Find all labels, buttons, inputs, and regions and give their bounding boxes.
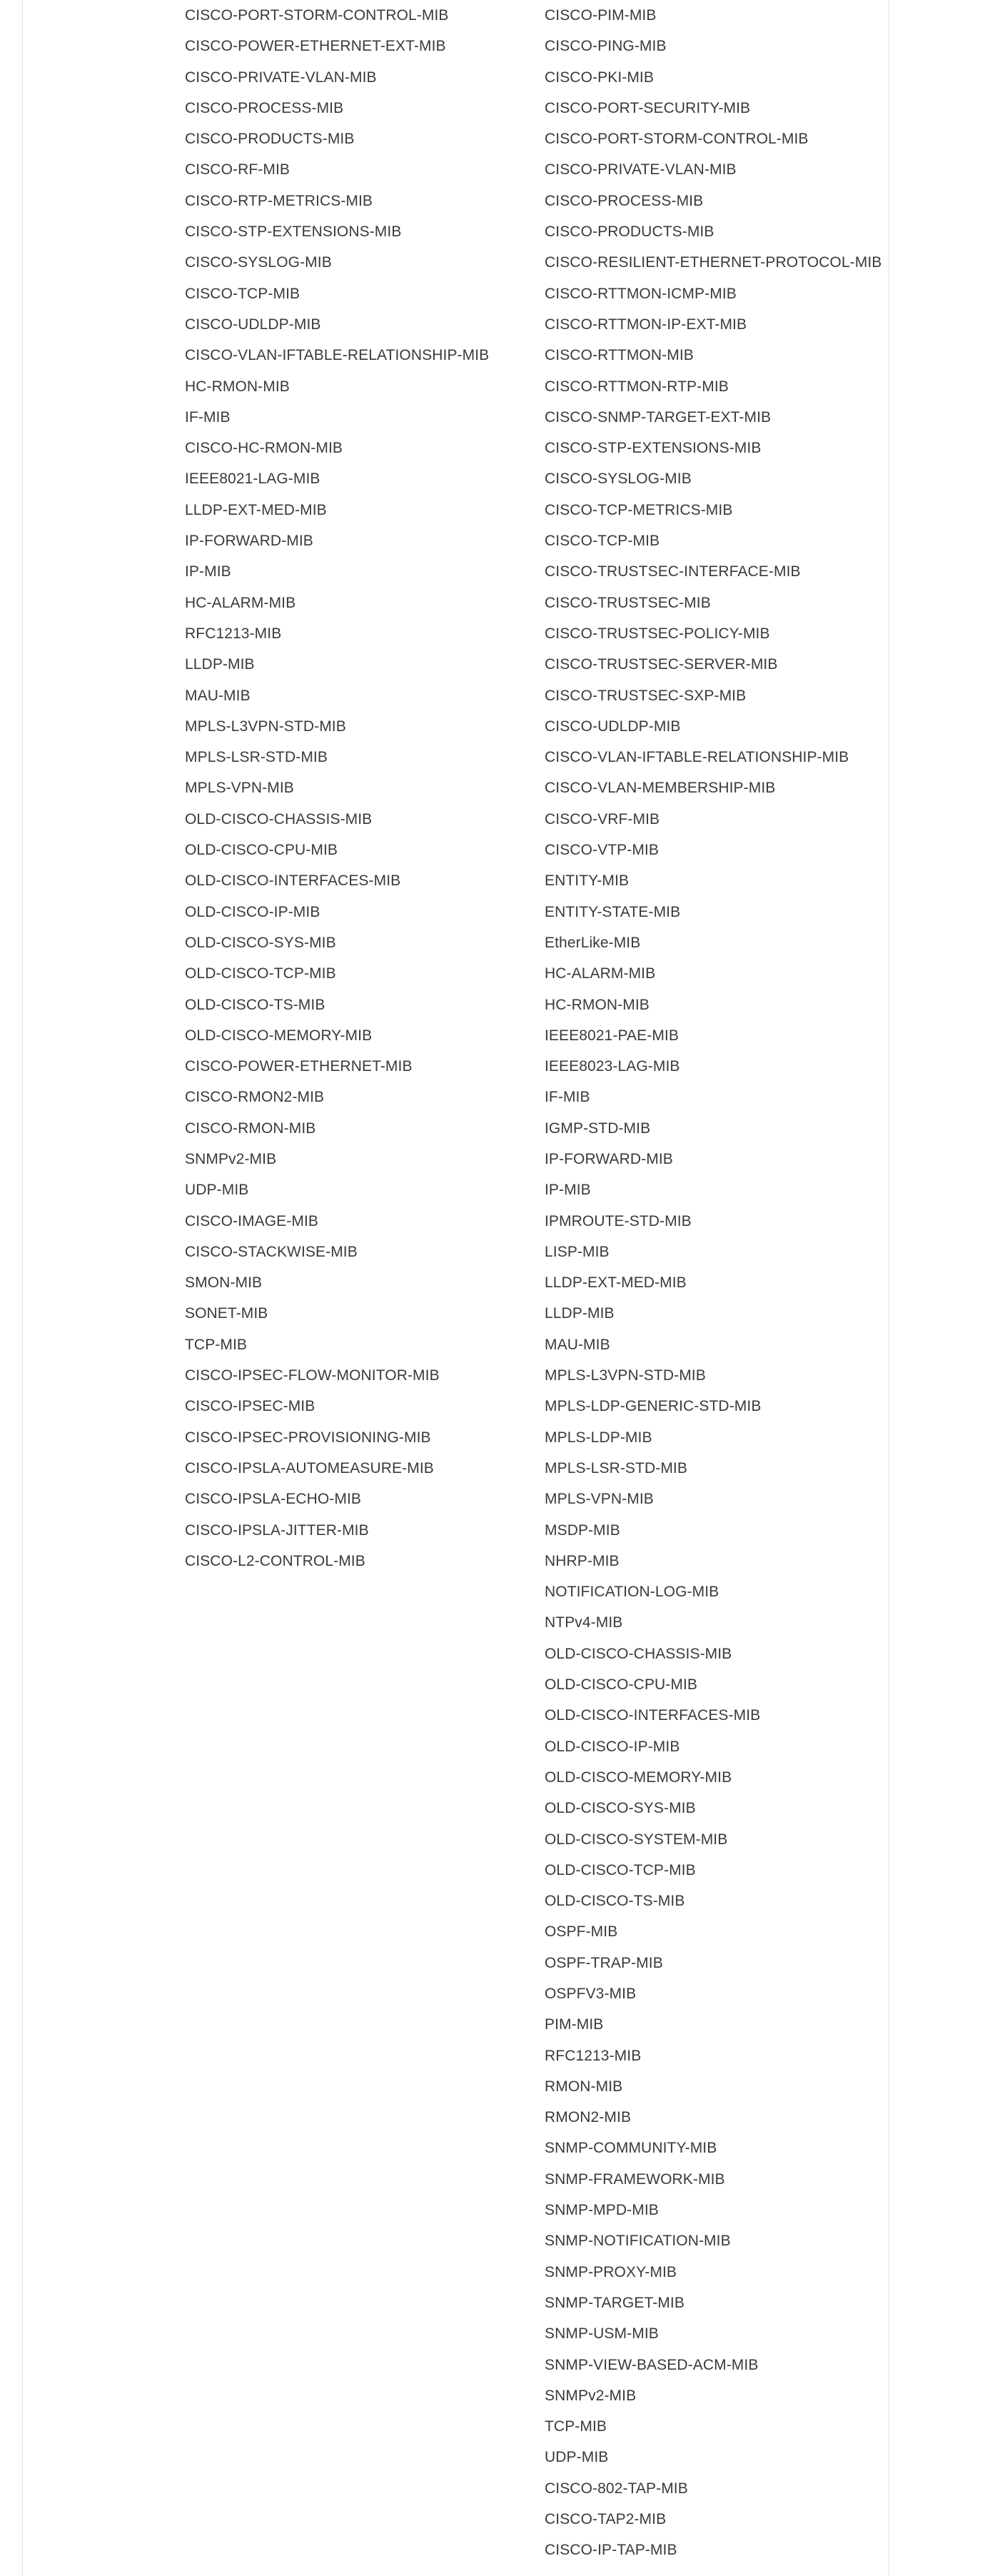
mib-list-item: OLD-CISCO-TS-MIB (545, 1893, 685, 1910)
mib-list-item: MPLS-L3VPN-STD-MIB (545, 1367, 706, 1384)
mib-list-item: CISCO-PRODUCTS-MIB (185, 131, 355, 148)
mib-list-item: SNMPv2-MIB (185, 1150, 277, 1167)
mib-list-item: OLD-CISCO-TCP-MIB (185, 965, 336, 982)
mib-list-item: OLD-CISCO-INTERFACES-MIB (545, 1707, 761, 1724)
mib-list-item: HC-RMON-MIB (545, 996, 650, 1013)
mib-list-item: MPLS-VPN-MIB (185, 780, 294, 797)
mib-list-item: CISCO-TCP-MIB (545, 533, 660, 550)
mib-list-item: CISCO-PROCESS-MIB (185, 99, 344, 116)
mib-list-item: OLD-CISCO-TS-MIB (185, 996, 325, 1013)
mib-list-item: CISCO-VLAN-IFTABLE-RELATIONSHIP-MIB (185, 347, 490, 364)
mib-list-item: CISCO-PORT-STORM-CONTROL-MIB (545, 131, 809, 148)
mib-list-item: CISCO-STP-EXTENSIONS-MIB (185, 223, 402, 241)
mib-list-item: CISCO-RTP-METRICS-MIB (185, 192, 373, 209)
mib-list-item: CISCO-POWER-ETHERNET-EXT-MIB (185, 38, 446, 55)
mib-list-item: CISCO-PIM-MIB (545, 7, 657, 24)
mib-list-item: IF-MIB (185, 408, 231, 426)
mib-list-item: CISCO-L2-CONTROL-MIB (185, 1552, 365, 1569)
mib-list-item: IEEE8023-LAG-MIB (545, 1058, 680, 1075)
mib-list-item: MAU-MIB (185, 687, 251, 704)
mib-list-item: SNMPv2-MIB (545, 2387, 637, 2404)
mib-list-item: OSPF-MIB (545, 1923, 618, 1941)
mib-list-item: IP-MIB (185, 563, 231, 580)
mib-list-item: CISCO-RF-MIB (185, 161, 291, 178)
mib-list-item: CISCO-TCP-MIB (185, 285, 300, 302)
mib-list-item: LISP-MIB (545, 1243, 610, 1260)
mib-list-item: CISCO-TRUSTSEC-SXP-MIB (545, 687, 747, 704)
mib-list-item: OLD-CISCO-CPU-MIB (545, 1676, 698, 1694)
mib-list-item: CISCO-IPSEC-FLOW-MONITOR-MIB (185, 1367, 440, 1384)
mib-list-item: CISCO-HC-RMON-MIB (185, 440, 343, 457)
mib-list-item: IF-MIB (545, 1089, 590, 1106)
mib-list-item: TCP-MIB (185, 1336, 248, 1353)
mib-list-item: IP-MIB (545, 1182, 591, 1199)
mib-list-item: CISCO-VTP-MIB (545, 842, 659, 859)
mib-list-item: OSPFV3-MIB (545, 1986, 637, 2002)
mib-list-item: OLD-CISCO-IP-MIB (545, 1738, 680, 1755)
mib-list-item: SONET-MIB (185, 1305, 268, 1322)
mib-list-item: CISCO-RTTMON-ICMP-MIB (545, 285, 737, 302)
mib-list-item: CISCO-IPSEC-PROVISIONING-MIB (185, 1429, 431, 1446)
mib-list-item: OLD-CISCO-CHASSIS-MIB (545, 1645, 732, 1662)
mib-list-item: CISCO-RTTMON-IP-EXT-MIB (545, 316, 747, 333)
mib-list-item: CISCO-TCP-METRICS-MIB (545, 501, 733, 518)
mib-list-item: SNMP-FRAMEWORK-MIB (545, 2170, 725, 2188)
mib-list-item: CISCO-TAP2-MIB (545, 2511, 667, 2528)
mib-list-item: UDP-MIB (545, 2449, 609, 2466)
mib-list-item: CISCO-SYSLOG-MIB (545, 471, 692, 488)
mib-list-item: HC-ALARM-MIB (545, 965, 656, 982)
mib-list-item: MPLS-LDP-MIB (545, 1429, 652, 1446)
mib-list-item: CISCO-PRIVATE-VLAN-MIB (185, 69, 377, 86)
mib-list-item: OLD-CISCO-TCP-MIB (545, 1861, 696, 1878)
mib-list-item: CISCO-PORT-STORM-CONTROL-MIB (185, 7, 449, 24)
mib-list-item: ENTITY-MIB (545, 872, 630, 890)
mib-list-item: CISCO-IPSLA-ECHO-MIB (185, 1491, 362, 1508)
mib-list-item: OLD-CISCO-IP-MIB (185, 903, 320, 920)
mib-list-item: OLD-CISCO-CPU-MIB (185, 842, 338, 859)
mib-list-item: CISCO-SYSLOG-MIB (185, 254, 332, 271)
mib-list-item: OLD-CISCO-MEMORY-MIB (185, 1027, 373, 1044)
mib-list-item: NTPv4-MIB (545, 1614, 623, 1631)
mib-list-item: LLDP-MIB (185, 656, 255, 673)
mib-list-item: CISCO-UDLDP-MIB (545, 718, 681, 735)
mib-list-item: CISCO-TRUSTSEC-POLICY-MIB (545, 625, 770, 642)
mib-list-item: CISCO-IPSEC-MIB (185, 1398, 315, 1415)
mib-list-item: SNMP-VIEW-BASED-ACM-MIB (545, 2356, 759, 2373)
mib-list-item: SNMP-NOTIFICATION-MIB (545, 2233, 731, 2250)
mib-list-item: SMON-MIB (185, 1274, 263, 1292)
mib-list-item: OLD-CISCO-SYS-MIB (185, 934, 336, 951)
mib-list-item: CISCO-TRUSTSEC-SERVER-MIB (545, 656, 778, 673)
mib-list-item: IPMROUTE-STD-MIB (545, 1212, 692, 1229)
mib-list-item: IEEE8021-LAG-MIB (185, 471, 320, 488)
mib-list-item: CISCO-VRF-MIB (545, 810, 660, 827)
mib-list-item: HC-RMON-MIB (185, 378, 290, 395)
mib-list-item: CISCO-IMAGE-MIB (185, 1212, 319, 1229)
mib-list-item: ENTITY-STATE-MIB (545, 903, 681, 920)
mib-list-item: LLDP-EXT-MED-MIB (545, 1274, 687, 1292)
mib-list-item: CISCO-PORT-SECURITY-MIB (545, 99, 751, 116)
mib-list-item: CISCO-PING-MIB (545, 38, 667, 55)
mib-list-item: CISCO-VLAN-MEMBERSHIP-MIB (545, 780, 776, 797)
mib-list-item: CISCO-PROCESS-MIB (545, 192, 704, 209)
mib-list-item: CISCO-802-TAP-MIB (545, 2480, 688, 2497)
mib-list-right-column (545, 0, 916, 2566)
mib-list-item: CISCO-UDLDP-MIB (185, 316, 321, 333)
mib-list-item: CISCO-RTTMON-RTP-MIB (545, 378, 729, 395)
mib-list-item: TCP-MIB (545, 2418, 607, 2435)
mib-list-item: CISCO-PRODUCTS-MIB (545, 223, 714, 241)
mib-list-item: HC-ALARM-MIB (185, 594, 296, 611)
mib-list-item: SNMP-PROXY-MIB (545, 2263, 677, 2280)
mib-list-item: MAU-MIB (545, 1336, 610, 1353)
mib-list-item: UDP-MIB (185, 1182, 249, 1199)
mib-list-item: MPLS-LSR-STD-MIB (185, 749, 328, 766)
mib-list-item: CISCO-IPSLA-AUTOMEASURE-MIB (185, 1459, 434, 1476)
mib-list-item: SNMP-COMMUNITY-MIB (545, 2140, 717, 2157)
mib-list-item: RMON2-MIB (545, 2109, 632, 2126)
mib-list-item: CISCO-PKI-MIB (545, 69, 654, 86)
mib-list-left-column (185, 0, 527, 1576)
mib-list-item: RMON-MIB (545, 2078, 623, 2095)
mib-list-item: NOTIFICATION-LOG-MIB (545, 1584, 719, 1601)
mib-list-item: OLD-CISCO-INTERFACES-MIB (185, 872, 401, 890)
mib-list-item: OSPF-TRAP-MIB (545, 1954, 663, 1971)
mib-list-item: SNMP-USM-MIB (545, 2325, 659, 2343)
mib-list-item: OLD-CISCO-CHASSIS-MIB (185, 810, 373, 827)
mib-list-item: RFC1213-MIB (185, 625, 282, 642)
mib-list-item: CISCO-IP-TAP-MIB (545, 2542, 677, 2559)
mib-list-item: PIM-MIB (545, 2016, 604, 2033)
mib-list-item: CISCO-TRUSTSEC-MIB (545, 594, 711, 611)
mib-list-item: CISCO-PRIVATE-VLAN-MIB (545, 161, 737, 178)
mib-list-item: IP-FORWARD-MIB (545, 1150, 673, 1167)
mib-list-item: CISCO-STACKWISE-MIB (185, 1243, 358, 1260)
mib-list-item: NHRP-MIB (545, 1552, 620, 1569)
mib-list-item: CISCO-POWER-ETHERNET-MIB (185, 1058, 413, 1075)
page-content-frame (22, 0, 889, 2576)
mib-list-item: MSDP-MIB (545, 1521, 620, 1539)
mib-list-item: CISCO-RMON2-MIB (185, 1089, 325, 1106)
mib-list-item: OLD-CISCO-SYSTEM-MIB (545, 1831, 728, 1848)
mib-list-item: OLD-CISCO-SYS-MIB (545, 1800, 696, 1817)
mib-list-item: CISCO-IPSLA-JITTER-MIB (185, 1521, 369, 1539)
mib-list-item: MPLS-L3VPN-STD-MIB (185, 718, 346, 735)
mib-list-item: LLDP-EXT-MED-MIB (185, 501, 327, 518)
mib-list-item: RFC1213-MIB (545, 2047, 642, 2064)
mib-list-item: EtherLike-MIB (545, 934, 641, 951)
mib-list-item: IGMP-STD-MIB (545, 1120, 651, 1137)
mib-list-item: MPLS-LSR-STD-MIB (545, 1459, 687, 1476)
mib-list-item: CISCO-VLAN-IFTABLE-RELATIONSHIP-MIB (545, 749, 849, 766)
mib-list-item: SNMP-TARGET-MIB (545, 2294, 685, 2311)
mib-list-item: CISCO-STP-EXTENSIONS-MIB (545, 440, 762, 457)
mib-list-item: SNMP-MPD-MIB (545, 2202, 659, 2219)
mib-list-item: CISCO-RMON-MIB (185, 1120, 316, 1137)
mib-list-item: CISCO-RESILIENT-ETHERNET-PROTOCOL-MIB (545, 254, 882, 271)
mib-list-item: CISCO-TRUSTSEC-INTERFACE-MIB (545, 563, 801, 580)
mib-list-item: MPLS-VPN-MIB (545, 1491, 654, 1508)
mib-list-item: IEEE8021-PAE-MIB (545, 1027, 679, 1044)
mib-list-item: CISCO-RTTMON-MIB (545, 347, 694, 364)
mib-list-item: CISCO-SNMP-TARGET-EXT-MIB (545, 408, 772, 426)
mib-list-item: OLD-CISCO-MEMORY-MIB (545, 1769, 732, 1786)
mib-list-item: MPLS-LDP-GENERIC-STD-MIB (545, 1398, 762, 1415)
mib-list-item: LLDP-MIB (545, 1305, 615, 1322)
mib-list-item: IP-FORWARD-MIB (185, 533, 313, 550)
